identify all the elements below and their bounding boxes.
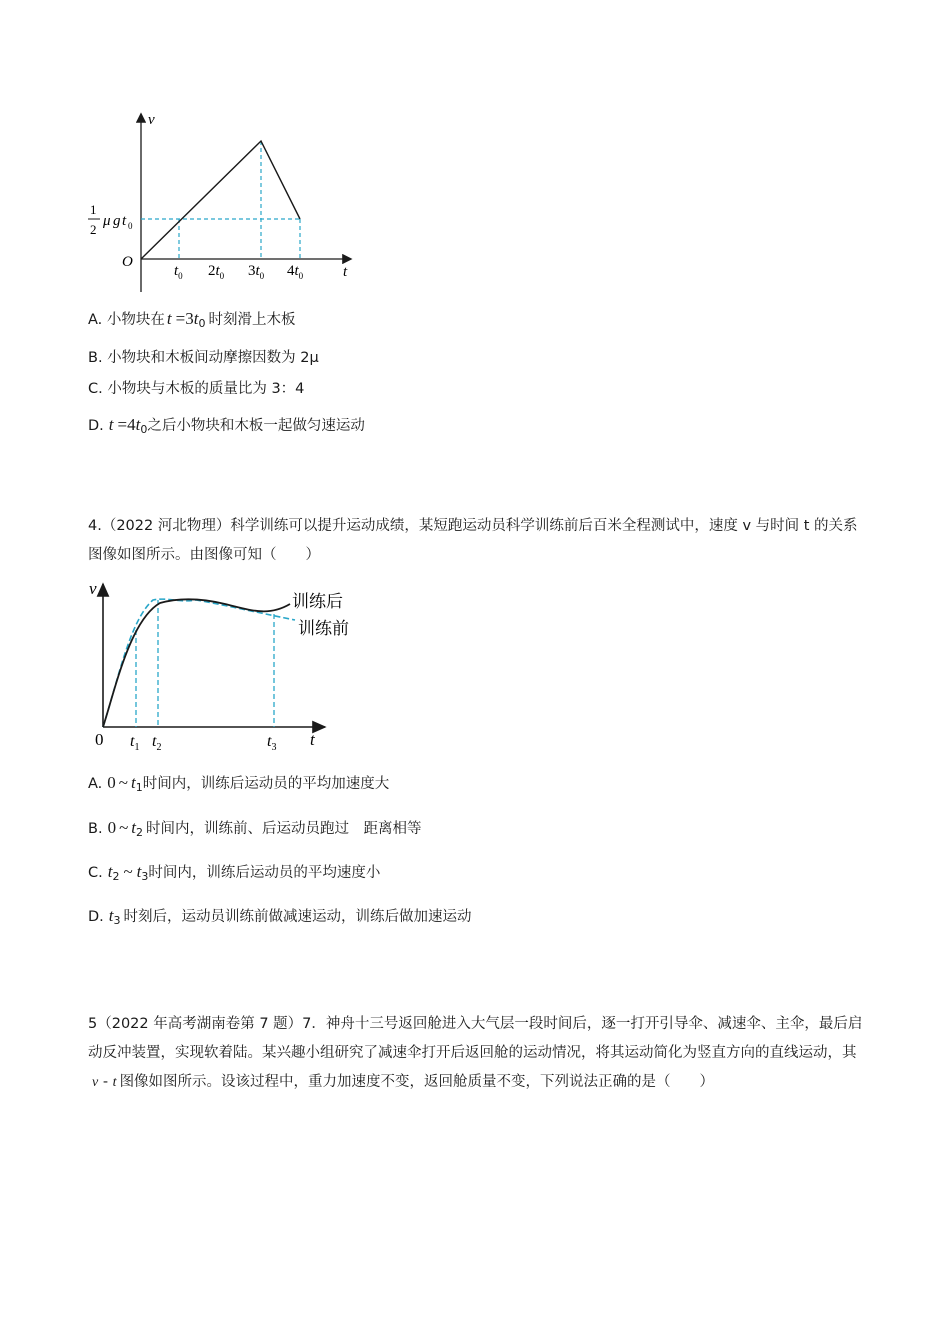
q3-option-d-suffix: 之后小物块和木板一起做匀速运动 bbox=[147, 418, 365, 434]
math-t: t bbox=[112, 1075, 117, 1090]
tick-2t0: $2t_0$ bbox=[208, 263, 225, 281]
q4-option-b-prefix: B. bbox=[88, 821, 103, 837]
tick-4t0: $4t_0$ bbox=[287, 263, 304, 281]
math-sub: 1 bbox=[135, 781, 143, 794]
q3-option-c[interactable] bbox=[88, 379, 304, 399]
math-tilde: ~ bbox=[119, 818, 129, 837]
math-tilde: ~ bbox=[118, 773, 128, 792]
y-label-t: t bbox=[122, 213, 127, 229]
math-t0: t bbox=[193, 309, 199, 328]
figure-1-vt-graph bbox=[80, 105, 370, 295]
q4-option-a-suffix: 时间内，训练后运动员的平均加速度大 bbox=[142, 776, 390, 792]
math-sub: 3 bbox=[141, 870, 149, 883]
math-eq: =3 bbox=[175, 309, 194, 328]
label-before-training: 训练前 bbox=[298, 619, 349, 639]
t-axis-label: t bbox=[343, 264, 348, 280]
origin-label: O bbox=[122, 254, 133, 270]
y-label-frac-den: 2 bbox=[90, 222, 97, 237]
tick-3t0: $3t_0$ bbox=[248, 263, 265, 281]
q4-option-b-suffix: 时间内，训练前、后运动员跑过 距离相等 bbox=[146, 821, 422, 837]
q5-stem-part1: 5（2022 年高考湖南卷第 7 题）7．神舟十三号返回舱进入大气层一段时间后，逐一打开引导伞、减速伞、主伞，最后启动反冲装置，实现软着陆。某兴趣小组研究了减速伞打开后返回舱的运动情况，将其运动简化为竖直方向的直线运动，其 bbox=[88, 1016, 863, 1061]
math-sub: 0 bbox=[198, 317, 206, 330]
math-t: t bbox=[107, 862, 113, 881]
q4-option-c-suffix: 时间内，训练后运动员的平均速度小 bbox=[148, 865, 381, 881]
math-t: t bbox=[136, 862, 142, 881]
q4-option-a[interactable] bbox=[88, 773, 389, 798]
math-tilde: ~ bbox=[123, 862, 133, 881]
curve-before-training bbox=[103, 599, 295, 727]
velocity-curve bbox=[141, 141, 300, 259]
math-sub: 0 bbox=[140, 423, 148, 436]
v-axis-label: v bbox=[148, 112, 155, 128]
q4-option-d[interactable] bbox=[88, 906, 472, 931]
y-label-mu: μ bbox=[103, 213, 111, 229]
y-label-g: g bbox=[113, 213, 121, 229]
math-sub: 3 bbox=[113, 914, 121, 927]
q4-option-c-prefix: C. bbox=[88, 865, 103, 881]
q4-option-c[interactable] bbox=[88, 862, 380, 887]
math-t: t bbox=[130, 773, 136, 792]
math-v: v bbox=[92, 1075, 99, 1090]
tick-t2: $t_2$ bbox=[152, 733, 162, 753]
q4-option-d-suffix: 时刻后，运动员训练前做减速运动，训练后做加速运动 bbox=[123, 909, 472, 925]
q4-stem: 4.（2022 河北物理）科学训练可以提升运动成绩，某短跑运动员科学训练前后百米全程测试中，速度 v 与时间 t 的关系图像如图所示。由图像可知（ ） bbox=[88, 518, 858, 563]
math-t: t bbox=[131, 818, 136, 837]
q3-option-a[interactable] bbox=[88, 309, 295, 334]
math-dash: - bbox=[98, 1074, 113, 1090]
figure-2-vt-graph bbox=[85, 575, 370, 755]
math-t0: t bbox=[135, 415, 141, 434]
label-after-training: 训练后 bbox=[292, 592, 343, 612]
q3-option-d-prefix: D. bbox=[88, 418, 104, 434]
y-label-sub: 0 bbox=[128, 221, 133, 231]
math-eq: =4 bbox=[117, 415, 136, 434]
q3-option-d[interactable] bbox=[88, 415, 365, 440]
curve-after-training bbox=[103, 599, 290, 727]
v-axis-label: v bbox=[89, 579, 97, 598]
q5-stem bbox=[88, 1010, 864, 1097]
math-t: t bbox=[108, 415, 114, 434]
q4-option-d-prefix: D. bbox=[88, 909, 104, 925]
origin-label: 0 bbox=[95, 730, 104, 749]
q3-option-a-prefix: A. 小物块在 bbox=[88, 312, 165, 328]
y-label-frac-num: 1 bbox=[90, 202, 97, 217]
tick-t3: $t_3$ bbox=[267, 733, 277, 753]
math-t: t bbox=[166, 309, 172, 328]
tick-t0: $t_0$ bbox=[174, 263, 183, 281]
q4-option-b[interactable] bbox=[88, 818, 422, 843]
q5-stem-part2: 图像如图所示。设该过程中，重力加速度不变，返回舱质量不变，下列说法正确的是（ ） bbox=[119, 1074, 715, 1090]
math-t: t bbox=[108, 906, 114, 925]
math-sub: 2 bbox=[136, 826, 143, 839]
q3-option-a-suffix: 时刻滑上木板 bbox=[208, 312, 296, 328]
math-sub: 2 bbox=[112, 870, 120, 883]
math-zero: 0 bbox=[107, 773, 116, 792]
q3-option-b-text: B. 小物块和木板间动摩擦因数为 2μ bbox=[88, 350, 319, 366]
math-zero: 0 bbox=[107, 818, 117, 837]
q3-option-c-text: C. 小物块与木板的质量比为 3：4 bbox=[88, 381, 305, 397]
q3-option-b[interactable] bbox=[88, 348, 319, 368]
tick-t1: $t_1$ bbox=[130, 733, 140, 753]
t-axis-label: t bbox=[310, 730, 315, 749]
q4-option-a-prefix: A. bbox=[88, 776, 103, 792]
